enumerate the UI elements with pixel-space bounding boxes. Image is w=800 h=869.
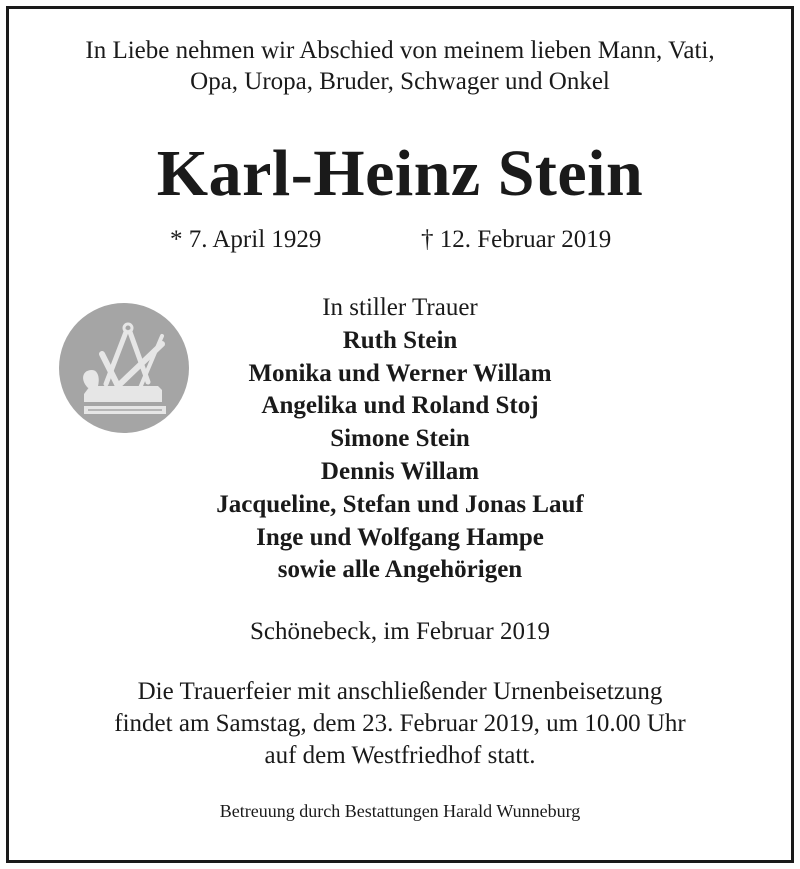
funeral-home-credit: Betreuung durch Bestattungen Harald Wunneburg [219, 801, 581, 821]
mourner-name: Jacqueline, Stefan und Jonas Lauf [216, 490, 584, 518]
mourner-name: Dennis Willam [320, 457, 480, 485]
mourner-name: Angelika und Roland Stoj [261, 392, 539, 420]
ceremony-notice [0, 676, 800, 772]
intro-line-1: In Liebe nehmen wir Abschied von meinem lieben Mann, Vati, [85, 37, 715, 64]
intro-line-2: Opa, Uropa, Bruder, Schwager und Onkel [190, 68, 610, 95]
deceased-name: Karl-Heinz Stein [156, 137, 644, 210]
ceremony-line-2: findet am Samstag, dem 23. Februar 2019, um 10.00 Uhr [114, 710, 686, 737]
death-date: † 12. Februar 2019 [421, 226, 612, 253]
mourner-name: Simone Stein [330, 425, 470, 453]
birth-date: * 7. April 1929 [170, 226, 322, 253]
ceremony-line-3: auf dem Westfriedhof statt. [264, 742, 536, 769]
mourner-name: Inge und Wolfgang Hampe [256, 523, 544, 551]
place-date: Schönebeck, im Februar 2019 [250, 618, 550, 645]
mourner-name: Ruth Stein [342, 326, 458, 354]
mourners-lead: In stiller Trauer [322, 294, 478, 321]
intro-text [0, 35, 800, 97]
ceremony-line-1: Die Trauerfeier mit anschließender Urnenbeisetzung [137, 678, 663, 705]
mourner-name: Monika und Werner Willam [248, 359, 552, 387]
mourners-list [0, 292, 800, 587]
mourner-name: sowie alle Angehörigen [277, 556, 523, 584]
